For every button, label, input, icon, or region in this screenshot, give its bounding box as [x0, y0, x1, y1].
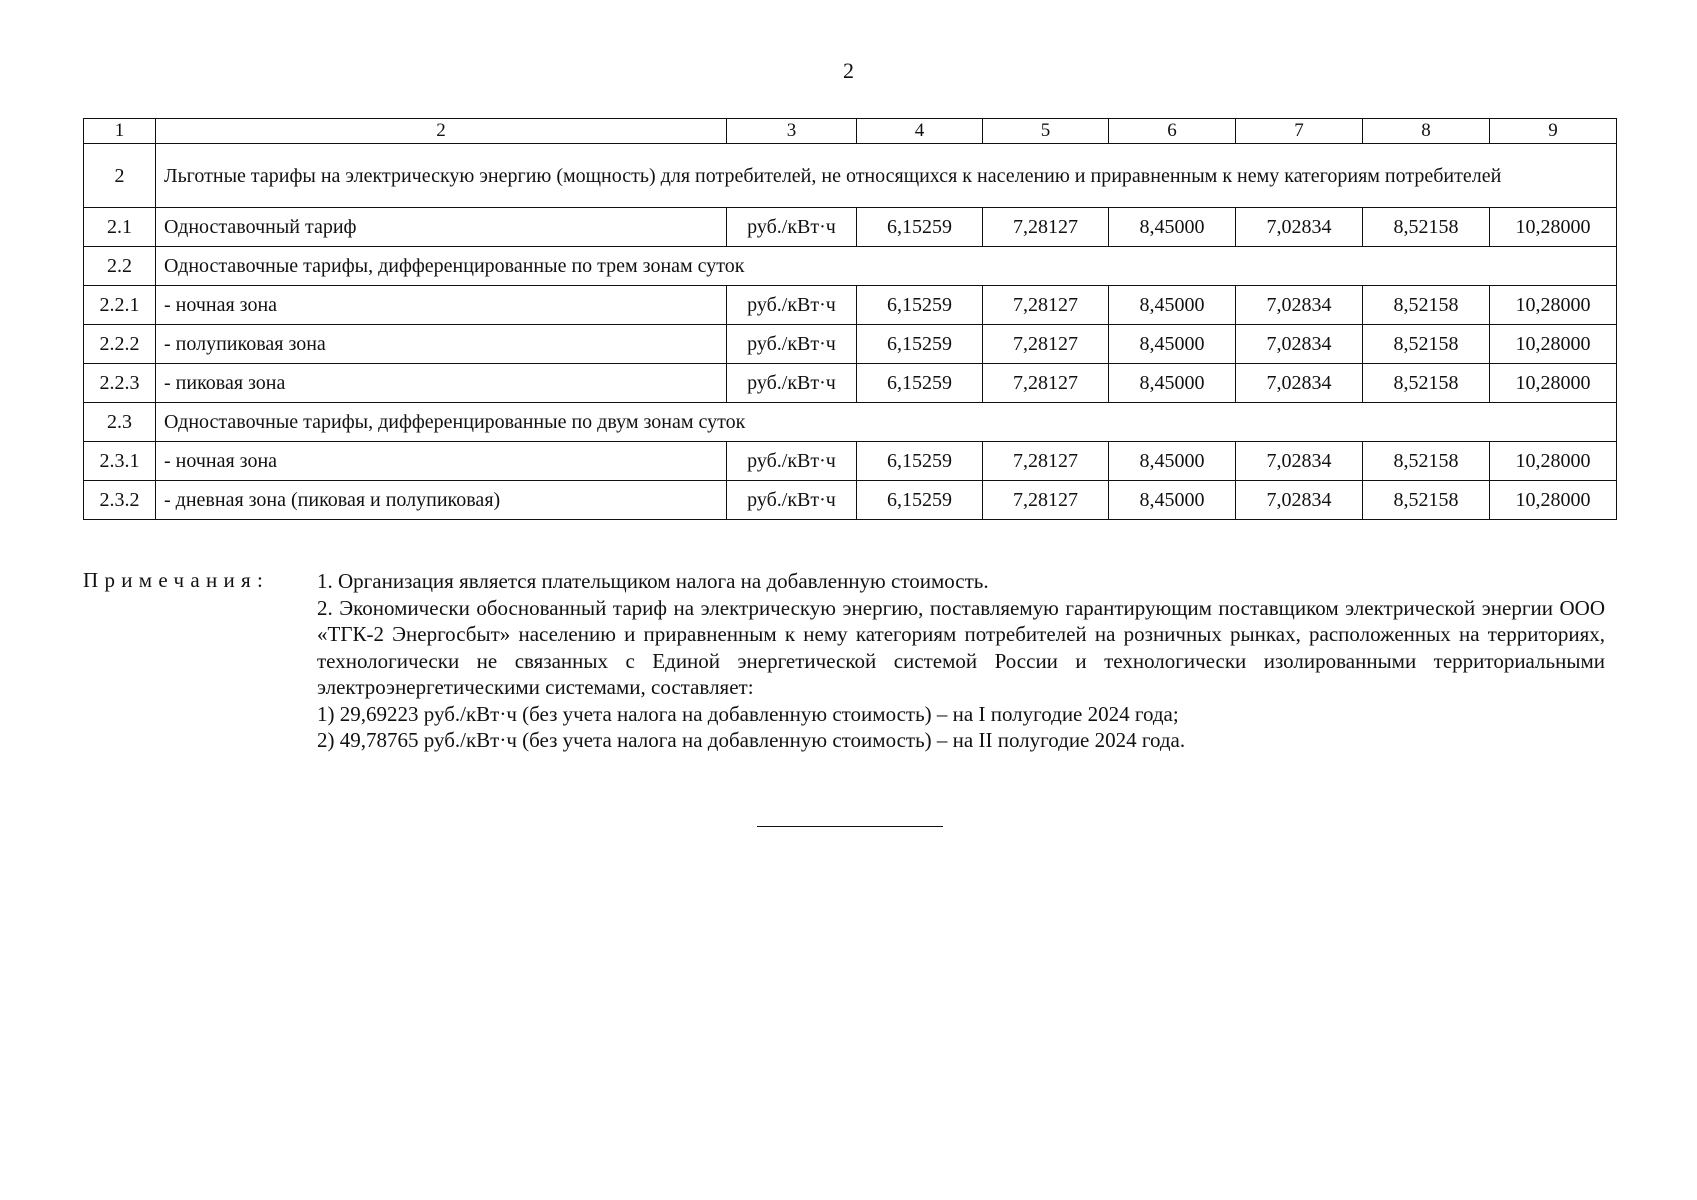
header-cell: 1 — [84, 119, 156, 144]
header-cell: 7 — [1236, 119, 1363, 144]
value-cell: 6,15259 — [857, 481, 983, 520]
value-cell: 8,45000 — [1109, 481, 1236, 520]
value-cell: 7,02834 — [1236, 286, 1363, 325]
value-cell: 8,52158 — [1363, 325, 1490, 364]
unit-cell: руб./кВт·ч — [727, 208, 857, 247]
value-cell: 7,28127 — [983, 481, 1109, 520]
tariff-name: - пиковая зона — [156, 364, 727, 403]
value-cell: 8,52158 — [1363, 286, 1490, 325]
table-row — [84, 481, 1617, 520]
value-cell: 6,15259 — [857, 442, 983, 481]
table-row — [84, 208, 1617, 247]
row-number: 2.2.2 — [84, 325, 156, 364]
unit-cell: руб./кВт·ч — [727, 442, 857, 481]
note-item: 2) 49,78765 руб./кВт·ч (без учета налога на добавленную стоимость) – на II полугодие 2024 года. — [317, 728, 1186, 752]
row-number: 2.2 — [84, 247, 156, 286]
table-row — [84, 325, 1617, 364]
row-number: 2.3.2 — [84, 481, 156, 520]
table-row — [84, 442, 1617, 481]
header-cell: 3 — [727, 119, 857, 144]
section-row — [84, 144, 1617, 208]
value-cell: 7,28127 — [983, 325, 1109, 364]
value-cell: 7,28127 — [983, 286, 1109, 325]
value-cell: 6,15259 — [857, 208, 983, 247]
unit-cell: руб./кВт·ч — [727, 364, 857, 403]
unit-cell: руб./кВт·ч — [727, 286, 857, 325]
value-cell: 6,15259 — [857, 286, 983, 325]
value-cell: 8,52158 — [1363, 364, 1490, 403]
header-cell: 5 — [983, 119, 1109, 144]
tariff-name: - ночная зона — [156, 442, 727, 481]
section-title: Одноставочные тарифы, дифференцированные по трем зонам суток — [156, 247, 1617, 286]
value-cell: 7,02834 — [1236, 208, 1363, 247]
section-title: Одноставочные тарифы, дифференцированные по двум зонам суток — [156, 403, 1617, 442]
value-cell: 8,52158 — [1363, 442, 1490, 481]
value-cell: 7,02834 — [1236, 325, 1363, 364]
closing-rule — [757, 826, 943, 827]
note-item: 2. Экономически обоснованный тариф на электрическую энергию, поставляемую гарантирующим поставщиком электрической энергии ООО «ТГК-2 Энергосбыт» населению и приравненным к нему категориям потребителей на розничных рынках, расположенных на территориях, технологически не связанных с Единой энергетической системой России и технологически изолированными территориальными электроэнергетическими системами, составляет: — [317, 595, 1605, 699]
value-cell: 7,02834 — [1236, 442, 1363, 481]
value-cell: 8,45000 — [1109, 442, 1236, 481]
row-number: 2 — [84, 144, 156, 208]
value-cell: 7,28127 — [983, 442, 1109, 481]
tariff-name: - ночная зона — [156, 286, 727, 325]
header-cell: 2 — [156, 119, 727, 144]
value-cell: 8,45000 — [1109, 325, 1236, 364]
value-cell: 8,45000 — [1109, 208, 1236, 247]
row-number: 2.2.3 — [84, 364, 156, 403]
table-row — [84, 286, 1617, 325]
row-number: 2.3 — [84, 403, 156, 442]
value-cell: 10,28000 — [1490, 364, 1617, 403]
page-number: 2 — [843, 58, 854, 83]
section-row — [84, 247, 1617, 286]
value-cell: 7,28127 — [983, 364, 1109, 403]
value-cell: 10,28000 — [1490, 481, 1617, 520]
header-cell: 8 — [1363, 119, 1490, 144]
unit-cell: руб./кВт·ч — [727, 481, 857, 520]
value-cell: 7,28127 — [983, 208, 1109, 247]
row-number: 2.1 — [84, 208, 156, 247]
value-cell: 8,52158 — [1363, 481, 1490, 520]
unit-cell: руб./кВт·ч — [727, 325, 857, 364]
value-cell: 7,02834 — [1236, 481, 1363, 520]
value-cell: 7,02834 — [1236, 364, 1363, 403]
header-cell: 9 — [1490, 119, 1617, 144]
value-cell: 10,28000 — [1490, 325, 1617, 364]
value-cell: 10,28000 — [1490, 208, 1617, 247]
section-row — [84, 403, 1617, 442]
value-cell: 8,45000 — [1109, 364, 1236, 403]
value-cell: 10,28000 — [1490, 286, 1617, 325]
section-title: Льготные тарифы на электрическую энергию (мощность) для потребителей, не относящихся к населению и приравненным к нему категориям потребителей — [156, 144, 1617, 208]
row-number: 2.2.1 — [84, 286, 156, 325]
tariff-name: - полупиковая зона — [156, 325, 727, 364]
notes-label: Примечания: — [83, 568, 270, 592]
header-cell: 6 — [1109, 119, 1236, 144]
value-cell: 8,45000 — [1109, 286, 1236, 325]
value-cell: 6,15259 — [857, 325, 983, 364]
header-cell: 4 — [857, 119, 983, 144]
value-cell: 8,52158 — [1363, 208, 1490, 247]
table-row — [84, 364, 1617, 403]
tariff-name: Одноставочный тариф — [156, 208, 727, 247]
note-item: 1. Организация является плательщиком налога на добавленную стоимость. — [317, 569, 989, 593]
notes-block — [317, 568, 1605, 754]
header-row — [84, 119, 1617, 144]
value-cell: 6,15259 — [857, 364, 983, 403]
tariff-table — [83, 118, 1617, 520]
value-cell: 10,28000 — [1490, 442, 1617, 481]
row-number: 2.3.1 — [84, 442, 156, 481]
note-item: 1) 29,69223 руб./кВт·ч (без учета налога на добавленную стоимость) – на I полугодие 2024 года; — [317, 701, 1179, 726]
tariff-name: - дневная зона (пиковая и полупиковая) — [156, 481, 727, 520]
